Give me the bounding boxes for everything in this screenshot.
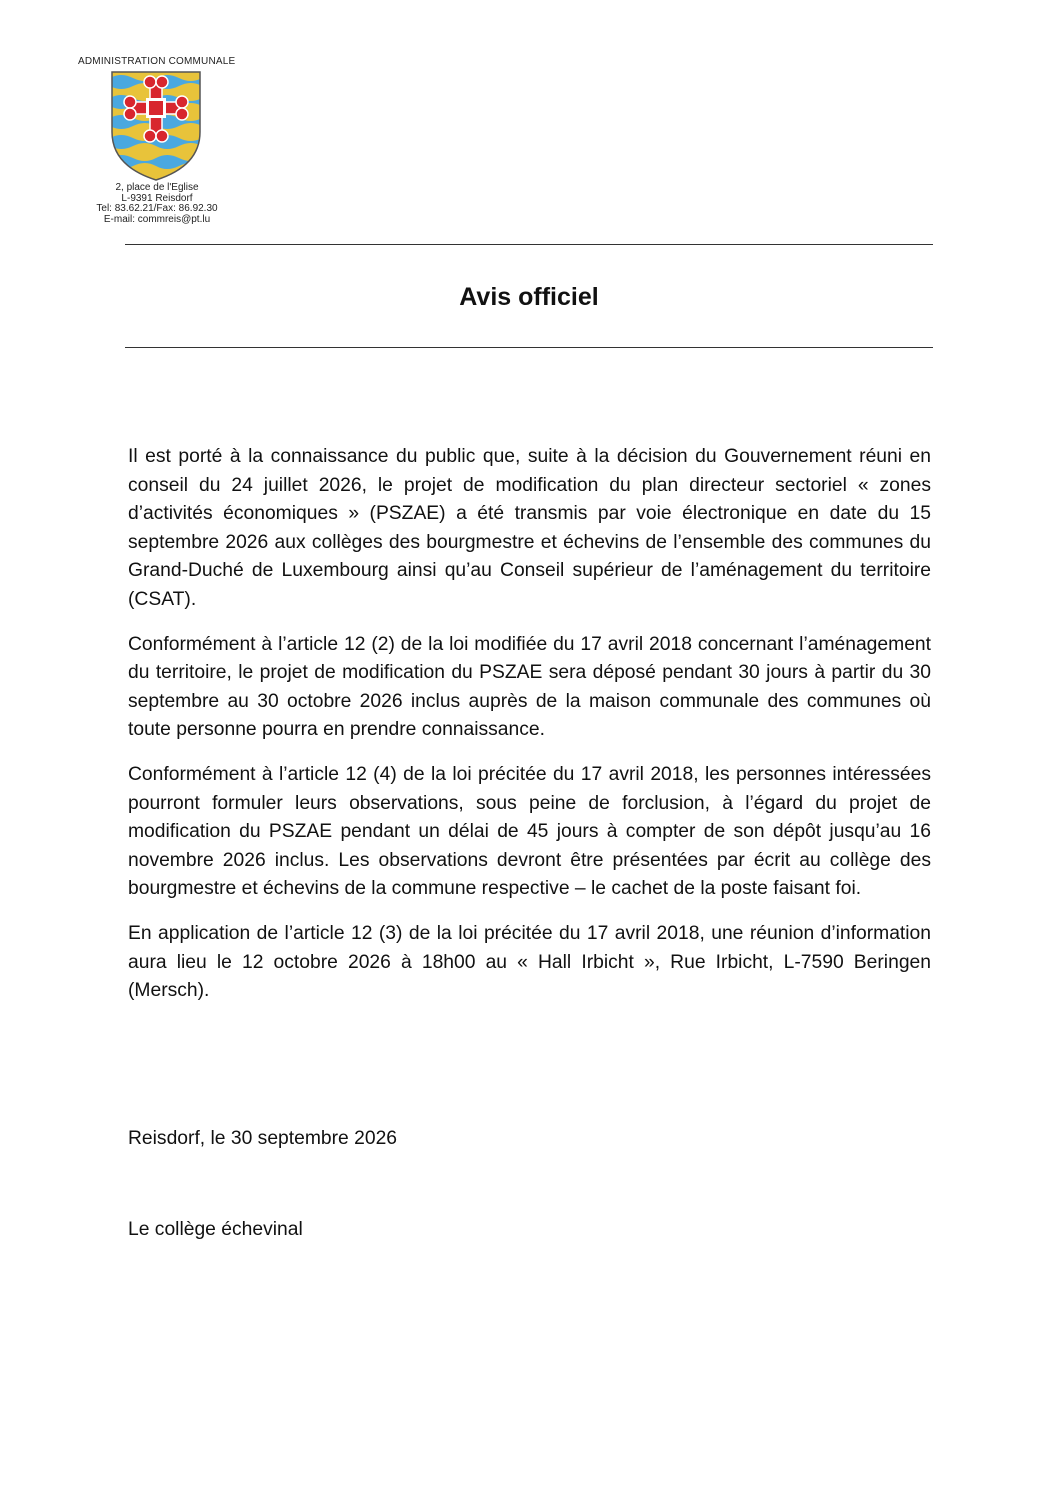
dateline: Reisdorf, le 30 septembre 2026 [128, 1128, 398, 1149]
admin-label: ADMINISTRATION COMMUNALE [78, 56, 236, 67]
paragraph-4: En application de l’article 12 (3) de la loi précitée du 17 avril 2018, une réunion d’information aura lieu le 12 octobre 2026 à 18h00 au « Hall Irbicht », Rue Irbicht, L-7590 Beringen (Mersch). [128, 922, 931, 1002]
paragraph-3: Conformément à l’article 12 (4) de la loi précitée du 17 avril 2018, les personnes intéressées pourront formuler leurs observations, sous peine de forclusion, à l’égard du projet de modification du PSZAE pendant un délai de 45 jours à compter de son dépôt jusqu’au 16 novembre 2026 inclus. Les observations devront être présentées par écrit au collège des bourgmestre et échevins de la commune respective – le cachet de la poste faisant foi. [128, 763, 931, 900]
paragraph-1: Il est porté à la connaissance du public que, suite à la décision du Gouvernement réuni en conseil du 24 juillet 2026, le projet de modification du plan directeur sectoriel « zones d’activités économiques » (PSZAE) a été transmis par voie électronique en date du 15 septembre 2026 aux collèges des bourgmestre et échevins de l’ensemble des communes du Grand-Duché de Luxembourg ainsi qu’au Conseil supérieur de l’aménagement du territoire (CSAT). [128, 446, 931, 610]
title-rule-bottom [125, 347, 933, 348]
signature: Le collège échevinal [128, 1219, 303, 1240]
paragraph-2: Conformément à l’article 12 (2) de la loi modifiée du 17 avril 2018 concernant l’aménagement du territoire, le projet de modification du PSZAE sera déposé pendant 30 jours à partir du 30 septembre au 30 octobre 2026 inclus auprès de la maison communale des communes où toute personne pourra en prendre connaissance. [128, 633, 931, 741]
coat-of-arms-icon [110, 70, 202, 182]
address-street: 2, place de l'Eglise [115, 182, 199, 193]
page-title: Avis officiel [459, 283, 599, 311]
address-phone: Tel: 83.62.21/Fax: 86.92.30 [96, 203, 218, 214]
address-postal: L-9391 Reisdorf [121, 192, 193, 204]
municipal-address [94, 183, 220, 225]
notice-body [128, 443, 931, 1022]
address-email: E-mail: commreis@pt.lu [103, 213, 211, 225]
title-rule-top [125, 244, 933, 245]
